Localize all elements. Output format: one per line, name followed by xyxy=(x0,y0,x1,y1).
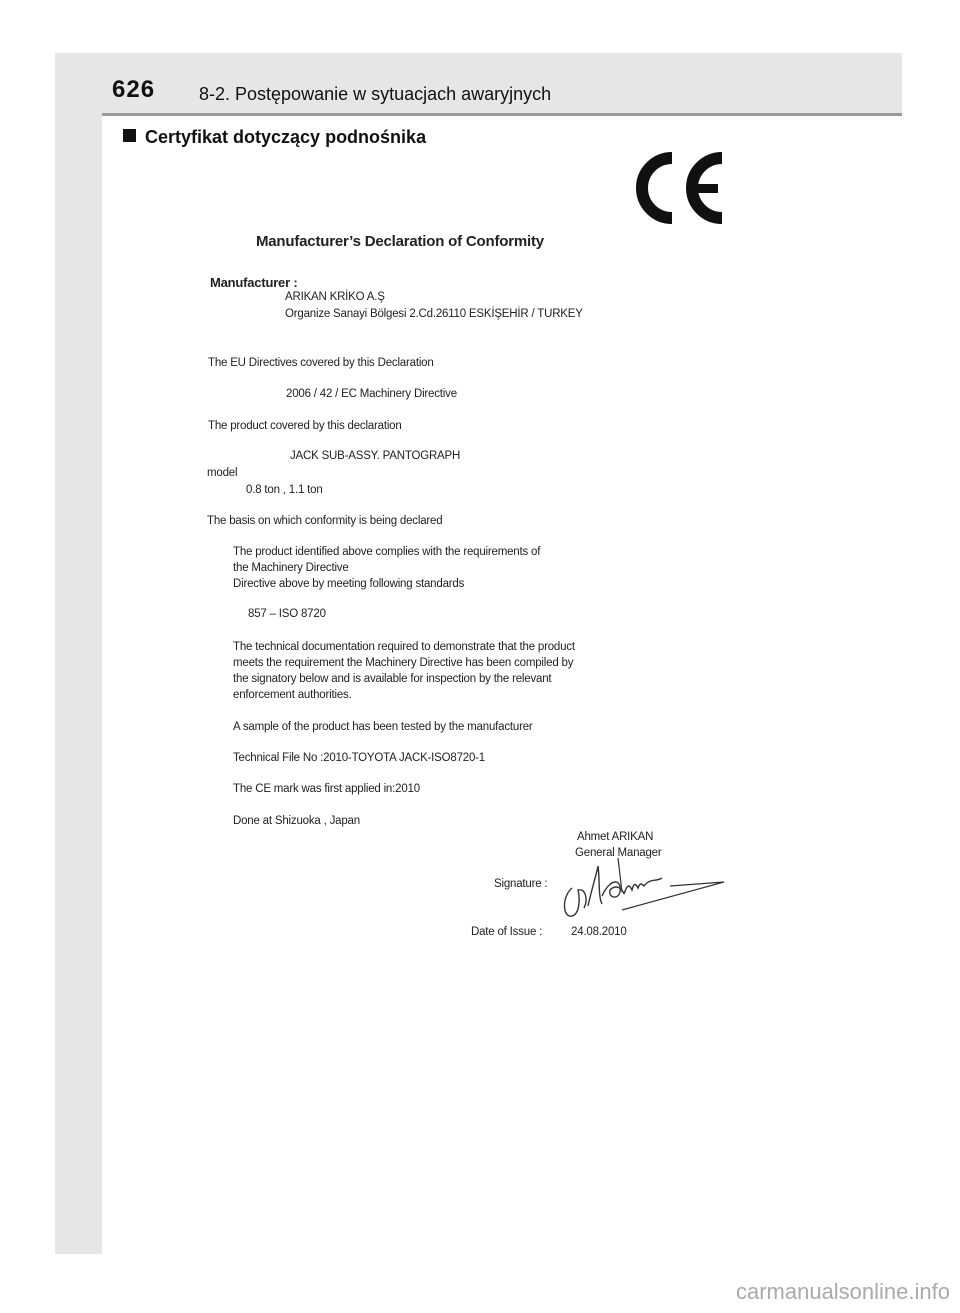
ce-applied: The CE mark was first applied in:2010 xyxy=(233,783,420,795)
signatory-title: General Manager xyxy=(575,847,662,859)
signature-image xyxy=(558,848,730,924)
technical-line-4: enforcement authorities. xyxy=(233,689,352,701)
date-value: 24.08.2010 xyxy=(571,926,627,938)
directives-label: The EU Directives covered by this Declaration xyxy=(208,357,434,369)
basis-line-2: the Machinery Directive xyxy=(233,562,349,574)
header-rule xyxy=(102,113,902,116)
manufacturer-label: Manufacturer : xyxy=(210,275,298,290)
technical-line-1: The technical documentation required to demonstrate that the product xyxy=(233,641,575,653)
directive: 2006 / 42 / EC Machinery Directive xyxy=(286,388,457,400)
square-bullet-icon xyxy=(123,129,136,142)
date-label: Date of Issue : xyxy=(471,926,543,938)
standard: 857 – ISO 8720 xyxy=(248,608,326,620)
ce-mark-logo xyxy=(630,152,730,224)
technical-file: Technical File No :2010-TOYOTA JACK-ISO8720-1 xyxy=(233,752,485,764)
technical-line-2: meets the requirement the Machinery Directive has been compiled by xyxy=(233,657,574,669)
signature-label: Signature : xyxy=(494,878,548,890)
model-label: model xyxy=(207,467,238,479)
product-name: JACK SUB-ASSY. PANTOGRAPH xyxy=(290,450,461,462)
manufacturer-address: Organize Sanayi Bölgesi 2.Cd.26110 ESKİŞEHİR / TURKEY xyxy=(285,308,583,320)
basis-line-1: The product identified above complies with the requirements of xyxy=(233,546,541,558)
basis-label: The basis on which conformity is being declared xyxy=(207,515,443,527)
model-values: 0.8 ton , 1.1 ton xyxy=(246,484,323,496)
signatory-name: Ahmet ARIKAN xyxy=(577,831,654,843)
sample-text: A sample of the product has been tested by the manufacturer xyxy=(233,721,533,733)
product-label: The product covered by this declaration xyxy=(208,420,402,432)
side-bar xyxy=(55,53,102,1254)
footer-watermark: carmanualsonline.info xyxy=(735,1279,950,1304)
basis-line-3: Directive above by meeting following standards xyxy=(233,578,465,590)
certificate-title: Manufacturer’s Declaration of Conformity xyxy=(256,233,544,250)
section-heading-text: Certyfikat dotyczący podnośnika xyxy=(145,127,427,147)
manufacturer-name: ARIKAN KRİKO A.Ş xyxy=(285,291,385,303)
chapter-title: 8-2. Postępowanie w sytuacjach awaryjnych xyxy=(199,84,552,104)
page-number: 626 xyxy=(112,76,156,103)
section-heading xyxy=(123,127,426,148)
done-at: Done at Shizuoka , Japan xyxy=(233,815,360,827)
technical-line-3: the signatory below and is available for inspection by the relevant xyxy=(233,673,552,685)
